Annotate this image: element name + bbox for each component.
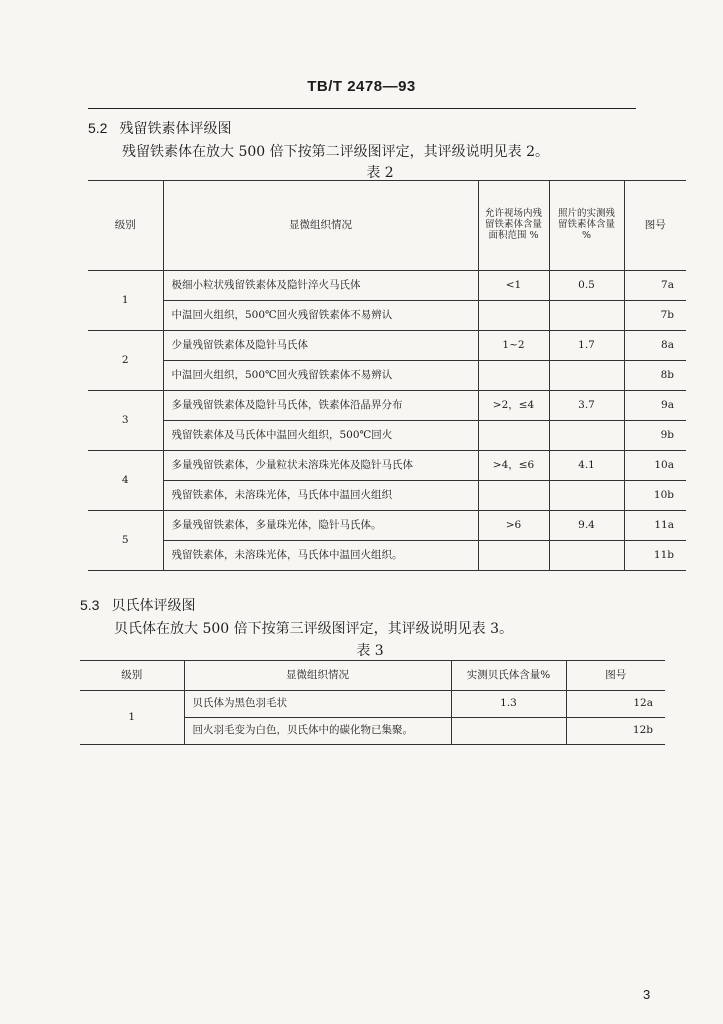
grade-cell: 3 xyxy=(88,391,163,451)
figure-no-cell: 8a xyxy=(624,331,686,361)
microstructure-cell: 回火羽毛变为白色，贝氏体中的碳化物已集聚。 xyxy=(184,718,451,745)
table-row xyxy=(88,391,686,421)
allowed-area-cell xyxy=(478,361,549,391)
measured-content-cell xyxy=(549,481,624,511)
header-microstructure: 显微组织情况 xyxy=(163,181,478,271)
header-figure-no: 图号 xyxy=(566,661,665,691)
measured-content-cell xyxy=(549,301,624,331)
figure-no-cell: 8b xyxy=(624,361,686,391)
grade-cell: 1 xyxy=(80,691,184,745)
microstructure-cell: 极细小粒状残留铁素体及隐针淬火马氏体 xyxy=(163,271,478,301)
table-row xyxy=(88,271,686,301)
header-figure-no: 图号 xyxy=(624,181,686,271)
section-5-3-number: 5.3 xyxy=(80,597,100,613)
microstructure-cell: 残留铁素体，未溶珠光体，马氏体中温回火组织 xyxy=(163,481,478,511)
measured-content-cell xyxy=(451,718,566,745)
measured-content-cell: 0.5 xyxy=(549,271,624,301)
table-row xyxy=(88,481,686,511)
allowed-area-cell: 1~2 xyxy=(478,331,549,361)
section-5-2-title: 残留铁素体评级图 xyxy=(119,121,232,137)
table-row xyxy=(88,331,686,361)
figure-no-cell: 7b xyxy=(624,301,686,331)
table-3-header-row xyxy=(80,661,665,691)
figure-no-cell: 9a xyxy=(624,391,686,421)
table-3-caption: 表 3 xyxy=(356,643,384,659)
figure-no-cell: 12b xyxy=(566,718,665,745)
header-grade: 级别 xyxy=(80,661,184,691)
measured-content-cell xyxy=(549,421,624,451)
section-5-3-title: 贝氏体评级图 xyxy=(111,598,196,614)
measured-content-cell: 3.7 xyxy=(549,391,624,421)
microstructure-cell: 多量残留铁素体及隐针马氏体，铁素体沿晶界分布 xyxy=(163,391,478,421)
figure-no-cell: 11b xyxy=(624,541,686,571)
grade-cell: 1 xyxy=(88,271,163,331)
table-row xyxy=(88,421,686,451)
header-measured-content: 照片的实测残留铁素体含量 % xyxy=(549,181,624,271)
measured-content-cell: 1.7 xyxy=(549,331,624,361)
figure-no-cell: 10a xyxy=(624,451,686,481)
header-grade: 级别 xyxy=(88,181,163,271)
table-row xyxy=(88,361,686,391)
table-2 xyxy=(88,180,686,571)
section-5-3-text: 贝氏体在放大 500 倍下按第三评级图评定，其评级说明见表 3。 xyxy=(114,621,513,637)
microstructure-cell: 少量残留铁素体及隐针马氏体 xyxy=(163,331,478,361)
microstructure-cell: 中温回火组织，500℃回火残留铁素体不易辨认 xyxy=(163,361,478,391)
table-3 xyxy=(80,660,665,745)
table-row xyxy=(80,691,665,718)
measured-content-cell xyxy=(549,361,624,391)
figure-no-cell: 12a xyxy=(566,691,665,718)
table-row xyxy=(88,451,686,481)
header-microstructure: 显微组织情况 xyxy=(184,661,451,691)
allowed-area-cell: >4，≤6 xyxy=(478,451,549,481)
page-number: 3 xyxy=(643,987,651,1002)
allowed-area-cell xyxy=(478,421,549,451)
microstructure-cell: 残留铁素体，未溶珠光体，马氏体中温回火组织。 xyxy=(163,541,478,571)
allowed-area-cell xyxy=(478,301,549,331)
grade-cell: 4 xyxy=(88,451,163,511)
section-5-2-number: 5.2 xyxy=(88,120,108,136)
measured-content-cell: 9.4 xyxy=(549,511,624,541)
microstructure-cell: 中温回火组织，500℃回火残留铁素体不易辨认 xyxy=(163,301,478,331)
allowed-area-cell: >6 xyxy=(478,511,549,541)
allowed-area-cell xyxy=(478,541,549,571)
figure-no-cell: 9b xyxy=(624,421,686,451)
microstructure-cell: 残留铁素体及马氏体中温回火组织，500℃回火 xyxy=(163,421,478,451)
figure-no-cell: 10b xyxy=(624,481,686,511)
section-5-3-heading xyxy=(80,595,195,615)
allowed-area-cell xyxy=(478,481,549,511)
measured-content-cell: 1.3 xyxy=(451,691,566,718)
header-allowed-area: 允许视场内残留铁素体含量面积范围 % xyxy=(478,181,549,271)
allowed-area-cell: <1 xyxy=(478,271,549,301)
grade-cell: 5 xyxy=(88,511,163,571)
header-measured-content: 实测贝氏体含量% xyxy=(451,661,566,691)
grade-cell: 2 xyxy=(88,331,163,391)
table-row xyxy=(88,541,686,571)
figure-no-cell: 11a xyxy=(624,511,686,541)
microstructure-cell: 多量残留铁素体，少量粒状未溶珠光体及隐针马氏体 xyxy=(163,451,478,481)
microstructure-cell: 多量残留铁素体，多量珠光体，隐针马氏体。 xyxy=(163,511,478,541)
section-5-2-text: 残留铁素体在放大 500 倍下按第二评级图评定，其评级说明见表 2。 xyxy=(122,144,549,160)
table-2-header-row xyxy=(88,181,686,271)
header-rule xyxy=(88,108,636,109)
section-5-2-heading xyxy=(88,118,231,138)
table-row xyxy=(88,301,686,331)
allowed-area-cell: >2，≤4 xyxy=(478,391,549,421)
measured-content-cell: 4.1 xyxy=(549,451,624,481)
document-header: TB/T 2478—93 xyxy=(307,78,416,95)
table-2-caption: 表 2 xyxy=(366,165,394,181)
microstructure-cell: 贝氏体为黑色羽毛状 xyxy=(184,691,451,718)
table-row xyxy=(88,511,686,541)
measured-content-cell xyxy=(549,541,624,571)
figure-no-cell: 7a xyxy=(624,271,686,301)
